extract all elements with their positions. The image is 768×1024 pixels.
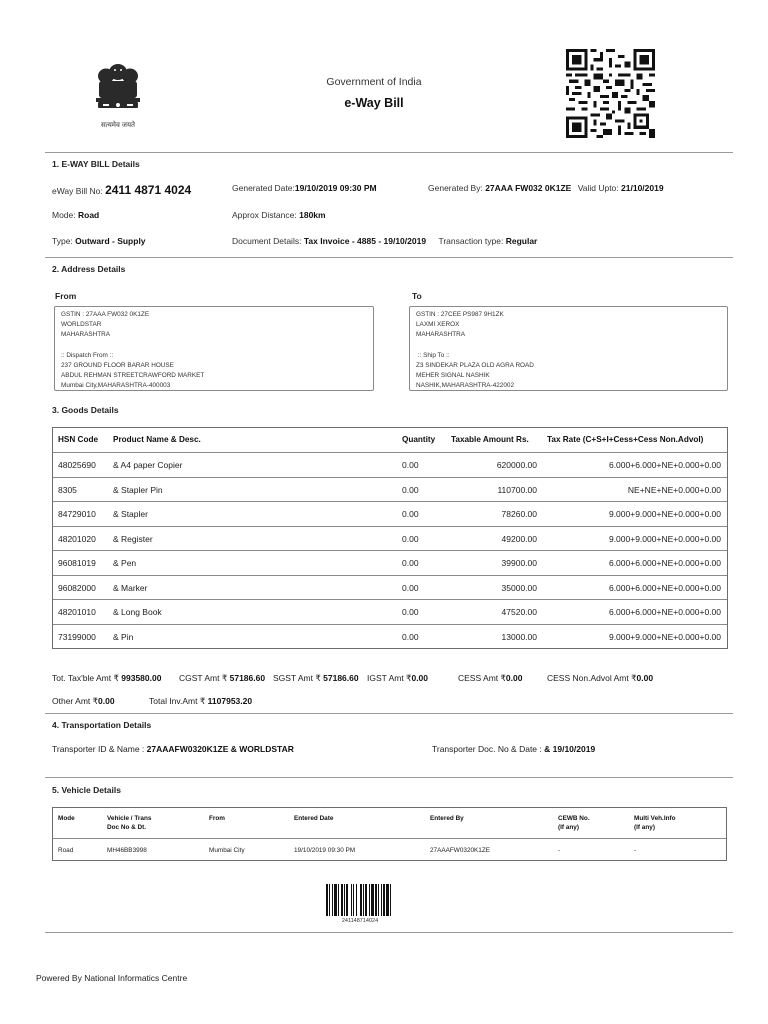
igst-value: 0.00 xyxy=(411,673,429,683)
type xyxy=(52,236,146,246)
col-hsn-code: HSN Code xyxy=(58,435,99,444)
transporter-id-name xyxy=(52,744,294,754)
product-name: & Marker xyxy=(113,582,148,593)
total-invoice-amount xyxy=(149,696,252,707)
sgst-label: SGST Amt ₹ xyxy=(273,673,321,683)
to-line: NASHIK,MAHARASHTRA-422002 xyxy=(416,382,515,390)
hsn-code: 96081019 xyxy=(58,558,96,568)
tax-rate: NE+NE+NE+0.000+0.00 xyxy=(627,484,721,495)
quantity: 0.00 xyxy=(402,582,419,593)
transporter-doc xyxy=(432,744,595,754)
tax-rate: 6.000+6.000+NE+0.000+0.00 xyxy=(608,460,721,470)
igst-label: IGST Amt ₹ xyxy=(367,673,412,683)
transaction-type-label: Transaction type: xyxy=(438,236,504,246)
col-entered-date: Entered Date xyxy=(294,815,334,822)
hsn-code: 84729010 xyxy=(58,509,96,519)
quantity: 0.00 xyxy=(402,533,419,544)
product-name: & Pen xyxy=(113,558,137,568)
distance-label: Approx Distance: xyxy=(232,210,297,220)
taxable-amount: 78260.00 xyxy=(501,509,537,519)
from-line: :: Dispatch From :: xyxy=(61,351,114,359)
tax-rate: 9.000+9.000+NE+0.000+0.00 xyxy=(608,509,721,519)
taxable-amount: 620000.00 xyxy=(496,460,537,470)
document-details xyxy=(232,236,537,246)
to-title: To xyxy=(412,291,422,301)
to-line: Z3 SINDEKAR PLAZA OLD AGRA ROAD xyxy=(416,362,534,370)
approx-distance xyxy=(232,210,326,220)
vehicle-table xyxy=(52,807,727,861)
transporter-id-value: 27AAAFW0320K1ZE & WORLDSTAR xyxy=(146,744,294,754)
document-details-label: Document Details: xyxy=(232,236,302,246)
table-row xyxy=(53,550,727,576)
quantity: 0.00 xyxy=(402,558,419,568)
table-row xyxy=(53,599,727,625)
from-line: 237 GROUND FLOOR BARAR HOUSE xyxy=(61,362,174,370)
divider xyxy=(45,257,733,258)
valid-upto-value: 21/10/2019 xyxy=(621,183,664,193)
national-emblem xyxy=(86,58,150,118)
other-amount-label: Other Amt ₹ xyxy=(52,696,99,706)
section-vehicle-details: 5. Vehicle Details xyxy=(52,785,121,795)
tax-rate: 9.000+9.000+NE+0.000+0.00 xyxy=(608,631,721,642)
vehicle-from: Mumbai City xyxy=(209,847,245,854)
generated-by xyxy=(428,183,664,193)
total-taxable-amount xyxy=(52,673,161,684)
transaction-type-value: Regular xyxy=(505,236,538,246)
igst-amount xyxy=(367,673,428,684)
tax-rate: 6.000+6.000+NE+0.000+0.00 xyxy=(608,582,721,593)
hsn-code: 8305 xyxy=(58,484,77,495)
document-title: e-Way Bill xyxy=(344,96,404,110)
col-cewb-no: CEWB No. xyxy=(558,815,590,822)
type-value: Outward - Supply xyxy=(75,236,146,246)
table-row xyxy=(53,501,727,527)
tax-rate: 9.000+9.000+NE+0.000+0.00 xyxy=(608,533,721,544)
table-row xyxy=(53,526,727,552)
cgst-amount xyxy=(179,673,265,684)
from-line: Mumbai City,MAHARASHTRA-400003 xyxy=(61,382,171,390)
divider xyxy=(45,713,733,714)
vehicle-cewb-no: - xyxy=(558,847,561,854)
goods-table-header xyxy=(53,428,727,452)
col-quantity: Quantity xyxy=(402,435,436,444)
col-taxable-amount: Taxable Amount Rs. xyxy=(451,435,529,444)
transporter-id-label: Transporter ID & Name : xyxy=(52,744,145,754)
cgst-label: CGST Amt ₹ xyxy=(179,673,228,683)
table-row xyxy=(53,452,727,478)
from-line: WORLDSTAR xyxy=(61,321,102,329)
product-name: & A4 paper Copier xyxy=(113,460,183,470)
divider xyxy=(45,932,733,933)
col-tax-rate: Tax Rate (C+S+I+Cess+Cess Non.Advol) xyxy=(547,435,704,444)
table-row xyxy=(53,624,727,650)
col-doc-no-dt: Doc No & Dt. xyxy=(107,824,147,831)
document-details-value: Tax Invoice - 4885 - 19/10/2019 xyxy=(303,236,427,246)
vehicle-entered-date: 19/10/2019 09:30 PM xyxy=(294,847,356,854)
qr-code xyxy=(566,49,655,138)
to-line: MEHER SIGNAL NASHIK xyxy=(416,372,490,380)
product-name: & Stapler xyxy=(113,509,148,519)
quantity: 0.00 xyxy=(402,460,419,470)
barcode-number: 241148714024 xyxy=(341,918,379,924)
cess-label: CESS Amt ₹ xyxy=(458,673,506,683)
vehicle-multi-info: - xyxy=(634,847,637,854)
tax-rate: 6.000+6.000+NE+0.000+0.00 xyxy=(608,607,721,617)
sgst-amount xyxy=(273,673,359,684)
mode-value: Road xyxy=(78,210,100,220)
taxable-amount: 13000.00 xyxy=(501,631,537,642)
vehicle-number: MH46BB3998 xyxy=(107,847,147,854)
table-row xyxy=(53,575,727,601)
product-name: & Pin xyxy=(113,631,134,642)
to-line: GSTIN : 27CEE PS987 9H1ZK xyxy=(416,311,504,318)
col-mode: Mode xyxy=(58,815,75,822)
footer-powered-by: Powered By National Informatics Centre xyxy=(36,973,188,983)
mode-label: Mode: xyxy=(52,210,76,220)
vehicle-mode: Road xyxy=(58,847,74,854)
taxable-amount: 110700.00 xyxy=(497,484,537,495)
to-line xyxy=(416,341,721,351)
divider xyxy=(45,152,733,153)
government-title: Government of India xyxy=(326,76,422,88)
total-taxable-label: Tot. Tax'ble Amt ₹ xyxy=(52,673,119,683)
vehicle-entered-by: 27AAAFW0320K1ZE xyxy=(430,847,491,854)
hsn-code: 48201020 xyxy=(58,533,96,544)
cess-value: 0.00 xyxy=(505,673,523,683)
sgst-value: 57186.60 xyxy=(323,673,359,683)
goods-table xyxy=(52,427,728,649)
eway-bill-no-value: 2411 4871 4024 xyxy=(105,183,192,197)
other-amount xyxy=(52,696,115,707)
cess-non-advol-label: CESS Non.Advol Amt ₹ xyxy=(547,673,637,683)
taxable-amount: 39900.00 xyxy=(501,558,537,568)
col-entered-by: Entered By xyxy=(430,815,464,822)
taxable-amount: 47520.00 xyxy=(501,607,537,617)
product-name: & Register xyxy=(113,533,153,544)
cess-non-advol-amount xyxy=(547,673,653,684)
mode xyxy=(52,210,99,220)
cgst-value: 57186.60 xyxy=(229,673,266,683)
from-address-box xyxy=(54,306,374,391)
generated-by-value: 27AAA FW032 0K1ZE xyxy=(485,183,572,193)
from-line: MAHARASHTRA xyxy=(61,331,111,339)
quantity: 0.00 xyxy=(402,484,419,495)
transporter-doc-label: Transporter Doc. No & Date : xyxy=(432,744,542,754)
col-cewb-if-any: (If any) xyxy=(558,824,579,831)
tax-rate: 6.000+6.000+NE+0.000+0.00 xyxy=(608,558,721,568)
transporter-doc-value: & 19/10/2019 xyxy=(544,744,596,754)
barcode xyxy=(326,884,394,920)
table-row xyxy=(53,477,727,503)
valid-upto-label: Valid Upto: xyxy=(577,183,619,193)
section-transportation-details: 4. Transportation Details xyxy=(52,720,152,730)
to-line: MAHARASHTRA xyxy=(416,331,466,339)
vehicle-table-header xyxy=(53,808,726,839)
eway-bill-no xyxy=(52,183,191,197)
col-multi-if-any: (If any) xyxy=(634,824,655,831)
col-vehicle-trans: Vehicle / Trans xyxy=(107,815,152,822)
total-taxable-value: 993580.00 xyxy=(121,673,162,683)
section-goods-details: 3. Goods Details xyxy=(52,405,119,415)
col-multi-veh-info: Multi Veh.Info xyxy=(634,815,676,822)
total-invoice-label: Total Inv.Amt ₹ xyxy=(149,696,206,706)
divider xyxy=(45,777,733,778)
emblem-caption: सत्यमेव जयते xyxy=(100,122,136,129)
to-line: LAXMI XEROX xyxy=(416,321,460,329)
eway-bill-no-label: eWay Bill No: xyxy=(52,186,103,196)
product-name: & Long Book xyxy=(113,607,162,617)
from-line: GSTIN : 27AAA FW032 0K1ZE xyxy=(61,311,150,318)
taxable-amount: 35000.00 xyxy=(501,582,537,593)
generated-date-value: 19/10/2019 09:30 PM xyxy=(294,183,377,193)
taxable-amount: 49200.00 xyxy=(501,533,537,544)
section-eway-bill-details: 1. E-WAY BILL Details xyxy=(52,159,140,169)
quantity: 0.00 xyxy=(402,607,419,617)
section-address-details: 2. Address Details xyxy=(52,264,126,274)
hsn-code: 48201010 xyxy=(58,607,96,617)
from-line xyxy=(61,341,367,351)
from-line: ABDUL REHMAN STREETCRAWFORD MARKET xyxy=(61,372,205,380)
quantity: 0.00 xyxy=(402,509,419,519)
to-address-box xyxy=(409,306,728,391)
generated-by-label: Generated By: xyxy=(428,183,483,193)
distance-value: 180km xyxy=(299,210,326,220)
col-product-name: Product Name & Desc. xyxy=(113,435,201,444)
cess-amount xyxy=(458,673,522,684)
generated-date xyxy=(232,183,377,193)
other-amount-value: 0.00 xyxy=(98,696,115,706)
type-label: Type: xyxy=(52,236,73,246)
product-name: & Stapler Pin xyxy=(113,484,163,495)
hsn-code: 96082000 xyxy=(58,582,96,593)
hsn-code: 73199000 xyxy=(58,631,96,642)
generated-date-label: Generated Date: xyxy=(232,183,295,193)
quantity: 0.00 xyxy=(402,631,419,642)
total-invoice-value: 1107953.20 xyxy=(207,696,253,706)
col-from: From xyxy=(209,815,225,822)
hsn-code: 48025690 xyxy=(58,460,96,470)
to-line: :: Ship To :: xyxy=(416,351,450,359)
cess-non-advol-value: 0.00 xyxy=(636,673,654,683)
from-title: From xyxy=(55,291,77,301)
